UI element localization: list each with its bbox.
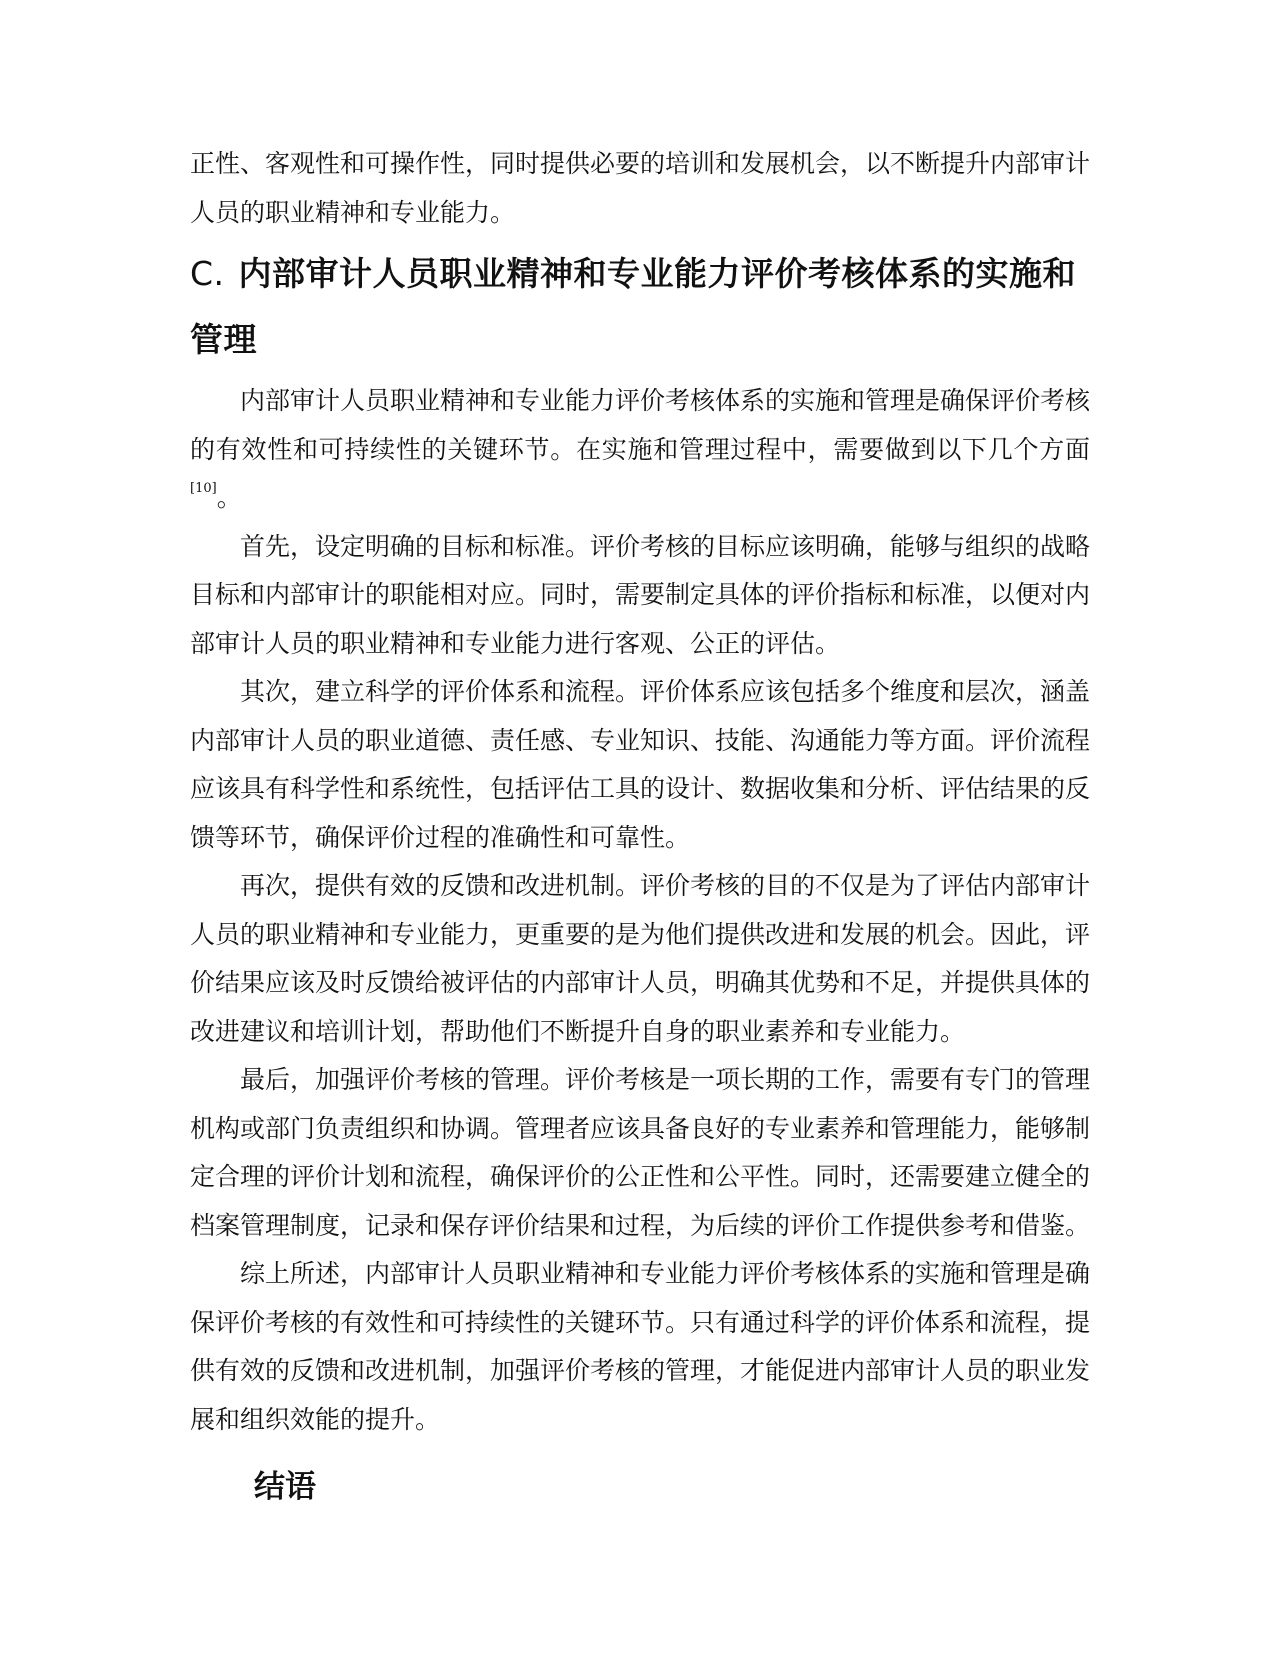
intro-paragraph	[190, 377, 1090, 523]
intro-tail: 。	[216, 483, 242, 512]
body-paragraph-third: 再次，提供有效的反馈和改进机制。评价考核的目的不仅是为了评估内部审计人员的职业精神和专业能力，更重要的是为他们提供改进和发展的机会。因此，评价结果应该及时反馈给被评估的内部审计人员，明确其优势和不足，并提供具体的改进建议和培训计划，帮助他们不断提升自身的职业素养和专业能力。	[190, 871, 1091, 1046]
conclusion-heading: 结语	[254, 1469, 316, 1505]
body-paragraph-summary: 综上所述，内部审计人员职业精神和专业能力评价考核体系的实施和管理是确保评价考核的有效性和可持续性的关键环节。只有通过科学的评价体系和流程，提供有效的反馈和改进机制，加强评价考核的管理，才能促进内部审计人员的职业发展和组织效能的提升。	[190, 1259, 1091, 1434]
section-number: C.	[190, 254, 225, 293]
document-page	[190, 140, 1090, 1512]
body-paragraph-fourth: 最后，加强评价考核的管理。评价考核是一项长期的工作，需要有专门的管理机构或部门负责组织和协调。管理者应该具备良好的专业素养和管理能力，能够制定合理的评价计划和流程，确保评价的公正性和公平性。同时，还需要建立健全的档案管理制度，记录和保存评价结果和过程，为后续的评价工作提供参考和借鉴。	[190, 1065, 1091, 1240]
section-title: 内部审计人员职业精神和专业能力评价考核体系的实施和管理	[190, 254, 1077, 359]
section-heading	[190, 241, 1090, 373]
body-paragraph-first: 首先，设定明确的目标和标准。评价考核的目标应该明确，能够与组织的战略目标和内部审计的职能相对应。同时，需要制定具体的评价指标和标准，以便对内部审计人员的职业精神和专业能力进行客观、公正的评估。	[190, 531, 1091, 658]
intro-text: 内部审计人员职业精神和专业能力评价考核体系的实施和管理是确保评价考核的有效性和可持续性的关键环节。在实施和管理过程中，需要做到以下几个方面	[190, 386, 1091, 464]
body-paragraph-second: 其次，建立科学的评价体系和流程。评价体系应该包括多个维度和层次，涵盖内部审计人员的职业道德、责任感、专业知识、技能、沟通能力等方面。评价流程应该具有科学性和系统性，包括评估工具的设计、数据收集和分析、评估结果的反馈等环节，确保评价过程的准确性和可靠性。	[190, 677, 1091, 852]
citation-marker: [10]	[190, 481, 217, 496]
continued-paragraph: 正性、客观性和可操作性，同时提供必要的培训和发展机会，以不断提升内部审计人员的职业精神和专业能力。	[190, 149, 1091, 227]
